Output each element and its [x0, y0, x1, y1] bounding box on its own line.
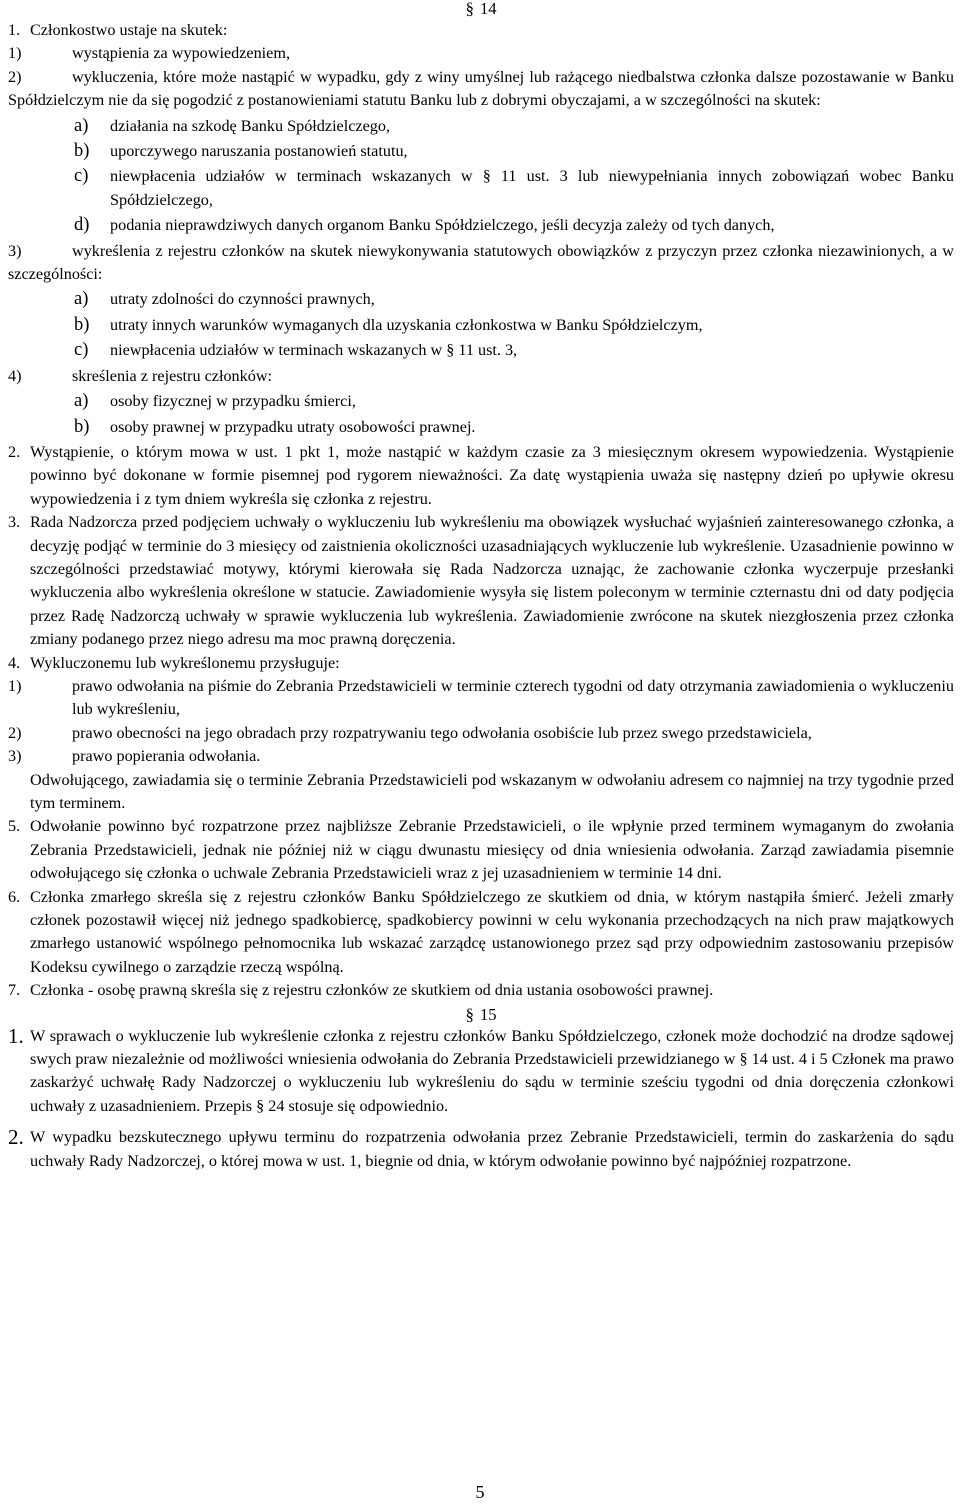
subitem-text: działania na szkodę Banku Spółdzielczego, [110, 116, 391, 135]
section-15-paragraph-2 [8, 1126, 954, 1173]
list-item [8, 66, 954, 113]
paragraph-7 [8, 979, 954, 1002]
paragraph-text: Odwołanie powinno być rozpatrzone przez najbliższe Zebranie Przedstawicieli, o ile wpłynie przed terminem wymaganym do zwołania Zebrania Przedstawicieli, jednak nie później niż w ciągu dwunastu miesięcy od dnia wniesienia odwołania. Zarząd zawiadamia pisemnie odwołującego się członka o uchwale Zebrania Przedstawicieli wraz z jej uzasadnieniem w terminie 14 dni. [30, 817, 954, 883]
paragraph-text: W sprawach o wykluczenie lub wykreślenie członka z rejestru członków Banku Spółdzielczego, członek może dochodzić na drodze sądowej swych praw niezależnie od możliwości wniesienia odwołania do Zebrania Przedstawicieli przewidzianego w § 14 ust. 4 i 5 Członek ma prawo zaskarżyć uchwałę Rady Nadzorczej o wykluczeniu lub wykreśleniu do sądu w terminie sześciu tygodni od dnia doręczenia członkowi uchwały z uzasadnieniem. Przepis § 24 stosuje się odpowiednio. [30, 1026, 954, 1115]
list-item [8, 365, 954, 388]
paragraph-number: 2. [8, 1125, 24, 1150]
list-subitem [8, 165, 954, 212]
paragraph-text: Członka zmarłego skreśla się z rejestru członków Banku Spółdzielczego ze skutkiem od dnia, w którym nastąpiła śmierć. Jeżeli zmarły członek pozostawił więcej niż jednego spadkobiercę, spadkobiercy powinni w celu wykonania przechodzących na nich praw majątkowych zmarłego ustanowić wspólnego pełnomocnika lub wskazać zarządcę ustanowionego przez sąd przy odpowiednim zastosowaniu przepisów Kodeksu cywilnego o zarządzie rzeczą wspólną. [30, 887, 954, 976]
list-item [8, 745, 954, 768]
subitem-letter: d) [74, 215, 90, 236]
subitem-letter: a) [74, 115, 89, 136]
section-number: 14 [479, 0, 497, 18]
paragraph-text: W wypadku bezskutecznego upływu terminu do rozpatrzenia odwołania przez Zebranie Przedstawicieli, termin do zaskarżenia do sądu uchwały Rady Nadzorczej, o której mowa w ust. 1, biegnie od dnia, w którym odwołanie powinno być najpóźniej rozpatrzone. [30, 1128, 954, 1170]
subitem-text: osoby prawnej w przypadku utraty osobowości prawnej. [110, 417, 476, 436]
item-number: 1) [8, 676, 22, 695]
list-item [8, 675, 954, 722]
paragraph-text: Członka - osobę prawną skreśla się z rejestru członków ze skutkiem od dnia ustania osobowości prawnej. [30, 981, 714, 1000]
item-text: wykluczenia, które może nastąpić w wypadku, gdy z winy umyślnej lub rażącego niedbalstwa członka dalsze pozostawanie w Banku Spółdzielczym nie da się pogodzić z postanowieniami statutu Banku lub z dobrymi obyczajami, a w szczególności na skutek: [8, 67, 954, 110]
paragraph-6 [8, 886, 954, 980]
paragraph-5 [8, 815, 954, 885]
section-symbol: § [465, 0, 474, 18]
paragraph-number: 4. [8, 653, 21, 672]
paragraph-number: 1. [8, 21, 21, 39]
paragraph-1 [8, 19, 954, 42]
subitem-letter: c) [74, 340, 89, 361]
section-heading-15 [8, 1004, 954, 1025]
item-number: 1) [8, 44, 22, 63]
item-text: prawo obecności na jego obradach przy rozpatrywaniu tego odwołania osobiście lub przez swego przedstawiciela, [72, 723, 812, 742]
paragraph-text: Wykluczonemu lub wykreślonemu przysługuje: [30, 653, 340, 672]
paragraph-text: Wystąpienie, o którym mowa w ust. 1 pkt 1, może nastąpić w każdym czasie za 3 miesięcznym okresem wypowiedzenia. Wystąpienie powinno być dokonane w formie pisemnej pod rygorem nieważności. Za datę wystąpienia uważa się następny dzień po upływie okresu wypowiedzenia i z tym dniem wykreśla się członka z rejestru. [30, 442, 954, 508]
list-subitem [8, 115, 954, 138]
subitem-letter: b) [74, 141, 90, 162]
item-number: 2) [8, 723, 22, 742]
item-number: 3) [8, 241, 22, 260]
item-text: prawo odwołania na piśmie do Zebrania Przedstawicieli w terminie czterech tygodni od daty otrzymania zawiadomienia o wykluczeniu lub wykreśleniu, [72, 676, 954, 719]
paragraph-4 [8, 652, 954, 675]
paragraph-number: 3. [8, 513, 21, 532]
paragraph-number: 5. [8, 817, 21, 836]
item-text: wykreślenia z rejestru członków na skutek niewykonywania statutowych obowiązków z przyczyn przez członka niezawinionych, a w szczególności: [8, 241, 954, 284]
subitem-letter: b) [74, 314, 90, 335]
list-subitem [8, 314, 954, 337]
item-number: 2) [8, 67, 22, 86]
list-subitem [8, 140, 954, 163]
item-number: 4) [8, 366, 22, 385]
subitem-text: podania nieprawdziwych danych organom Banku Spółdzielczego, jeśli decyzja zależy od tych danych, [110, 216, 775, 235]
section-heading-14 [8, 0, 954, 19]
section-15-paragraph-1 [8, 1025, 954, 1119]
page-number: 5 [475, 1482, 485, 1502]
subitem-letter: c) [74, 166, 89, 187]
subitem-text: uporczywego naruszania postanowień statutu, [110, 142, 408, 161]
list-subitem [8, 214, 954, 237]
paragraph-2 [8, 441, 954, 511]
list-subitem [8, 288, 954, 311]
subitem-letter: a) [74, 289, 89, 310]
paragraph-number: 2. [8, 442, 21, 461]
paragraph-4-closing: Odwołującego, zawiadamia się o terminie Zebrania Przedstawicieli pod wskazanym w odwołaniu adresem co najmniej na trzy tygodnie przed tym terminem. [30, 770, 954, 812]
paragraph-number: 6. [8, 887, 21, 906]
subitem-letter: a) [74, 391, 89, 412]
paragraph-3 [8, 511, 954, 651]
list-subitem [8, 390, 954, 413]
paragraph-text: Członkostwo ustaje na skutek: [30, 21, 228, 39]
list-item [8, 240, 954, 287]
paragraph-text: Rada Nadzorcza przed podjęciem uchwały o wykluczeniu lub wykreśleniu ma obowiązek wysłuchać wyjaśnień zainteresowanego członka, a decyzję podjąć w terminie do 3 miesięcy od zaistnienia okoliczności uzasadniających wykluczenie lub wykreślenie. Uzasadnienie powinno w szczególności przedstawiać motywy, którymi kierowała się Rada Nadzorcza uznając, że zachowanie członka wyczerpuje przesłanki wykluczenia albo wykreślenia określone w statucie. Zawiadomienie wysyła się listem poleconym w terminie czternastu dni od daty podjęcia przez Radę Nadzorczą uchwały w sprawie wykluczenia lub wykreślenia. Zawiadomienie zwrócone na skutek niezgłoszenia przez członka zmiany podanego przez niego adresu ma moc prawną doręczenia. [30, 513, 954, 649]
paragraph-number: 7. [8, 981, 21, 1000]
list-item [8, 42, 954, 65]
paragraph-number: 1. [8, 1023, 24, 1048]
item-number: 3) [8, 747, 22, 766]
item-text: prawo popierania odwołania. [72, 747, 261, 766]
item-text: wystąpienia za wypowiedzeniem, [72, 44, 291, 63]
subitem-text: utraty zdolności do czynności prawnych, [110, 290, 375, 309]
subitem-letter: b) [74, 416, 90, 437]
subitem-text: niewpłacenia udziałów w terminach wskazanych w § 11 ust. 3, [110, 341, 518, 360]
item-text: skreślenia z rejestru członków: [72, 366, 273, 385]
document-page [8, 0, 954, 1173]
list-subitem [8, 339, 954, 362]
list-item [8, 722, 954, 745]
section-number: 15 [479, 1004, 497, 1024]
subitem-text: osoby fizycznej w przypadku śmierci, [110, 392, 356, 411]
subitem-text: niewpłacenia udziałów w terminach wskazanych w § 11 ust. 3 lub niewypełniania innych zobowiązań wobec Banku Spółdzielczego, [110, 167, 954, 209]
section-symbol: § [465, 1004, 474, 1024]
list-subitem [8, 416, 954, 439]
subitem-text: utraty innych warunków wymaganych dla uzyskania członkostwa w Banku Spółdzielczym, [110, 315, 703, 334]
